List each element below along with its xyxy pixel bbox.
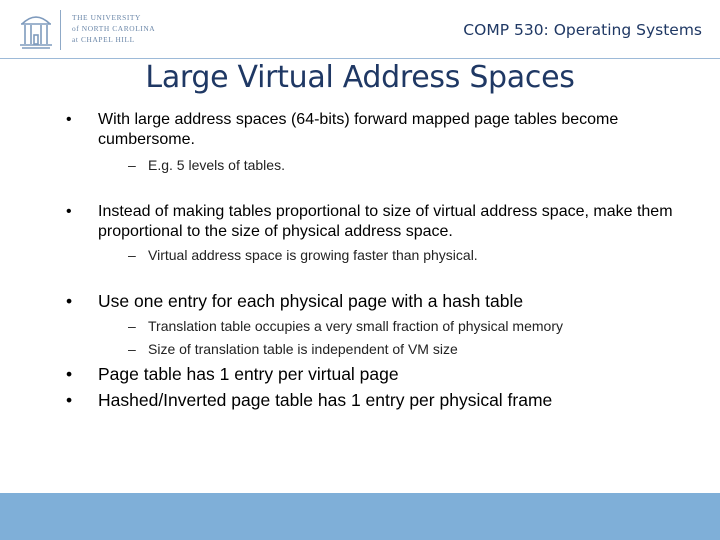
bullet-marker: • — [66, 390, 73, 410]
logo-divider — [60, 10, 61, 50]
unc-logo — [18, 8, 188, 52]
old-well-icon — [18, 8, 54, 52]
bullet-marker: • — [66, 111, 72, 128]
sub-bullet-text: Size of translation table is independent of VM size — [148, 341, 458, 357]
header-divider — [0, 58, 720, 59]
bullet-marker: • — [66, 364, 73, 384]
sub-bullet-text: Translation table occupies a very small fraction of physical memory — [148, 318, 563, 334]
sub-bullet-text: Virtual address space is growing faster than physical. — [148, 247, 478, 263]
bullet-marker: • — [66, 291, 73, 311]
course-title: COMP 530: Operating Systems — [463, 21, 702, 39]
sub-bullet-marker: – — [128, 318, 136, 334]
bullet-text: Page table has 1 entry per virtual page — [98, 364, 399, 384]
sub-bullet-marker: – — [128, 247, 136, 263]
footer-band — [0, 493, 720, 540]
sub-bullet-text: E.g. 5 levels of tables. — [148, 157, 285, 173]
bullet-text: Use one entry for each physical page with a hash table — [98, 291, 524, 311]
university-line-1: THE UNIVERSITY — [72, 13, 141, 22]
university-line-3: at CHAPEL HILL — [72, 35, 135, 44]
university-name — [72, 12, 192, 45]
bullet-text: Instead of making tables proportional to size of virtual address space, make them proportional to the size of physical address space. — [98, 203, 673, 240]
bullet-marker: • — [66, 203, 72, 220]
university-line-2: of NORTH CAROLINA — [72, 24, 156, 33]
sub-bullet-marker: – — [128, 341, 136, 357]
sub-bullet-marker: – — [128, 157, 136, 173]
slide-title: Large Virtual Address Spaces — [145, 60, 575, 95]
bullet-text: With large address spaces (64-bits) forward mapped page tables become cumbersome. — [98, 111, 619, 148]
bullet-text: Hashed/Inverted page table has 1 entry per physical frame — [98, 390, 553, 410]
